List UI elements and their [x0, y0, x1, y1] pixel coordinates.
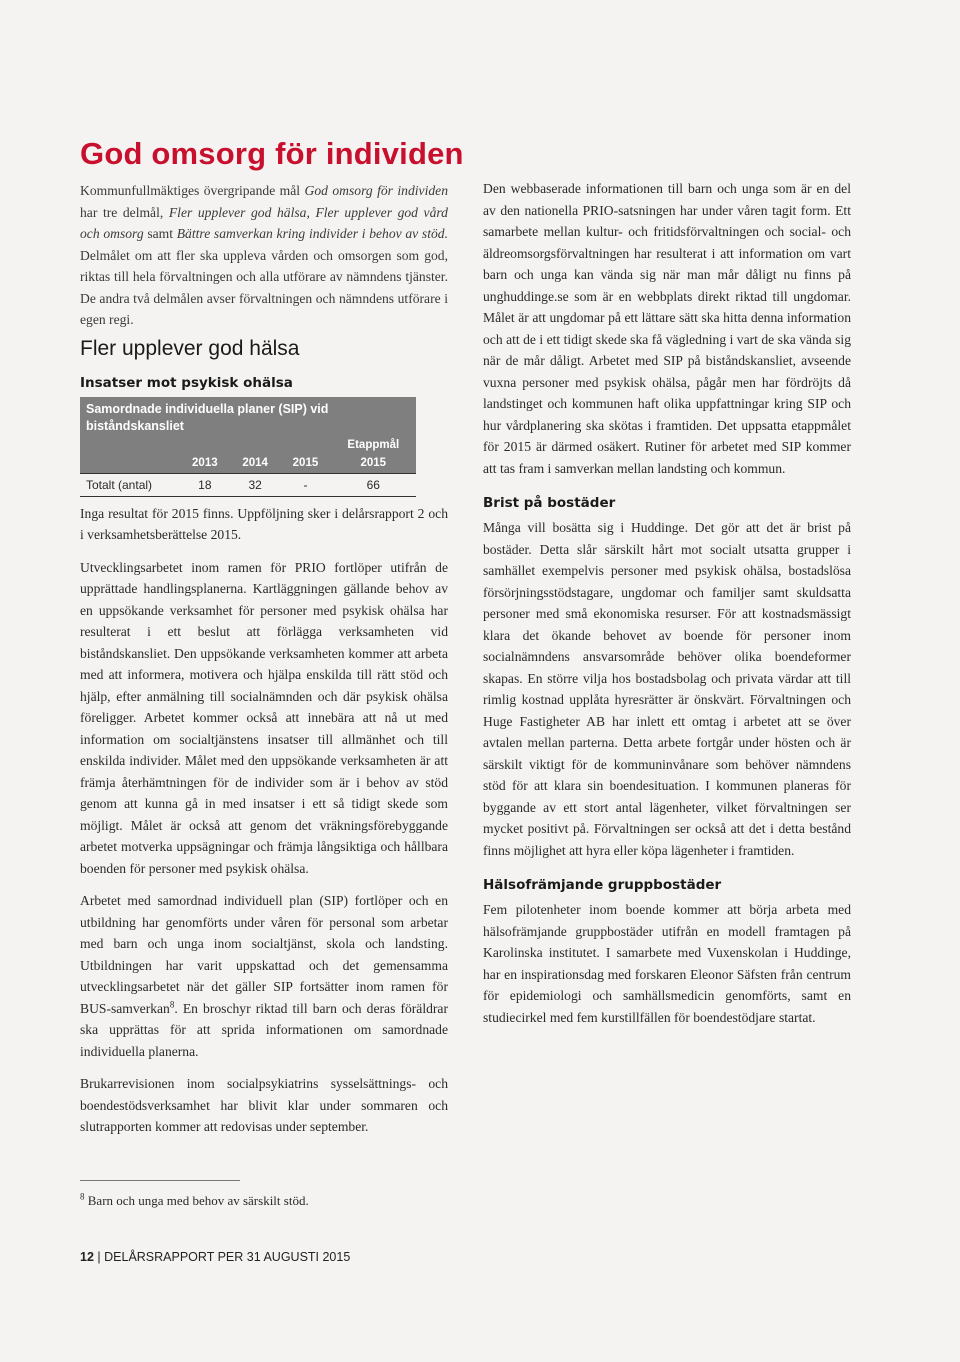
paragraph-housing: Många vill bosätta sig i Huddinge. Det gör att det är brist på bostäder. Detta slår särskilt hårt mot socialt utsatta grupper i samhället exempelvis personer med psykisk ohälsa, bostadslösa försörjningsstödstagare, ungdomar och familjer samt skuldsatta personer med små ekonomiska resurser. För att kostnadsmässigt klara det ökande behovet av boende för personer inom socialnämndens ansvarsområde behöver olika boendeformer skapas. En större vilja hos bostadsbolag och privata värdar att till rimlig kostnad upplåta hyresrätter är önskvärt. Förvaltningen och Huge Fastigheter AB har inlett ett omtag i arbetet att se över avtalen mellan parterna. Detta arbete fortgår under hösten och är särskilt viktigt för de kommuninvånare som behöver nämndens stöd för att klara sin boendesituation. I kommunen planeras för byggande av ett stort antal lägenheter, vilket förvaltningen ser mycket positivt på. Förvaltningen ser också att det i detta bestånd finns möjlighet att hyra eller köpa lägenheter i framtiden. — [483, 520, 851, 858]
intro-text-2: har tre delmål, — [80, 204, 164, 220]
section-heading-housing: Brist på bostäder — [483, 495, 616, 511]
year-2013: 2013 — [180, 455, 230, 474]
paragraph-group-homes: Fem pilotenheter inom boende kommer att börja arbeta med hälsofrämjande gruppbostäder utifrån en modell framtagen på Karolinska institutet. I samarbete med Vuxenskolan i Huddinge, har en inspirationsdag med forskaren Eleonor Säfsten från centrum för epidemiologi och samhällsmedicin genomförts, samt en studiecirkel med fem kurstillfällen för boendestödjare startat. — [483, 902, 851, 1025]
table-row — [80, 473, 416, 496]
sip-table — [80, 397, 416, 497]
table-years-row — [80, 455, 416, 474]
footnote-number: 8 — [80, 1191, 85, 1202]
year-2015-target: 2015 — [331, 455, 416, 474]
table-header-title-row — [80, 397, 416, 437]
table-header-cols-row — [80, 437, 416, 455]
row-label: Totalt (antal) — [80, 473, 180, 496]
target-label: Etappmål — [331, 437, 416, 455]
table-title: Samordnade individuella planer (SIP) vid biståndskansliet — [80, 397, 416, 437]
paragraph-brukarrevision: Brukarrevisionen inom socialpsykiatrins sysselsättnings- och boendestödsverksamhet har blivit klar under sommaren och slutrapporten kommer att redovisas under september. — [80, 1076, 448, 1134]
year-2014: 2014 — [230, 455, 280, 474]
footnote-text: Barn och unga med behov av särskilt stöd. — [87, 1193, 309, 1208]
sip-text-end: . En broschyr riktad till barn och deras föräldrar ska upprättas för att sprida informationen om samordnade individuella planerna. — [80, 1000, 448, 1059]
value-2015: - — [280, 473, 330, 496]
footnote-ref: 8 — [169, 998, 175, 1009]
goal-name: God omsorg för individen — [304, 183, 448, 198]
value-2013: 18 — [180, 473, 230, 496]
right-column — [483, 178, 851, 1039]
year-2015: 2015 — [280, 455, 330, 474]
section-heading-health: Fler upplever god hälsa — [80, 336, 300, 360]
section-heading-group-homes: Hälsofrämjande gruppbostäder — [483, 877, 722, 893]
subgoal-2: Fler upplever god vård och omsorg — [80, 204, 448, 241]
value-2014: 32 — [230, 473, 280, 496]
paragraph-web: Den webbaserade informationen till barn och unga som är en del av den nationella PRIO-satsningen har under våren tagit form. Ett samarbete mellan kultur- och fritidsförvaltningen och social- och äldreomsorgsförvaltningen har resulterat i att information om vart barn och unga kan vända sig när man mår dåligt nu finns på unghuddinge.se som är en webbplats direkt riktad till ungdomar. Målet är att ungdomar på ett lättare sätt ska hitta denna information och att de i ett tidigt skede ska få vägledning i vart de ska vända sig när de mår dåligt. Arbetet med SIP på biståndskansliet, avseende vuxna personer med psykisk ohälsa, pågår men har fördröjts då landstinget och kommunen haft olika uppfattningar kring SIP och hur vårdplanering ska skötas i framtiden. Det uppsatta etappmålet för 2015 är därmed osäkert. Rutiner för arbetet med SIP kommer att tas fram i samverkan mellan landsting och kommun. — [483, 181, 851, 476]
intro-paragraph — [80, 180, 448, 331]
page-number: 12 — [80, 1250, 94, 1264]
sip-text: Arbetet med samordnad individuell plan (SIP) fortlöper och en utbildning har genomförts under våren för personal som arbetar med barn och unga inom socialtjänst, skola och landsting. Utbildningen har varit uppskattad och det gemensamma utvecklingsarbetet när det gäller SIP fortsätter inom ramen för BUS-samverkan — [80, 893, 448, 1016]
left-column — [80, 180, 448, 1149]
paragraph-prio: Utvecklingsarbetet inom ramen för PRIO fortlöper utifrån de upprättade handlingsplanerna. Kartläggningen gällande behov av en uppsökande verksamhet för personer med psykisk ohälsa har resulterat i ett beslut att förlägga verksamheten vid biståndskansliet. Den uppsökande verksamheten kommer att arbeta med att informera, motivera och hjälpa enskilda till rätt stöd och hjälp, efter anmälning till socialnämnden och där psykisk ohälsa föreligger. Arbetet kommer också att innebära att nå ut med information om socialtjänstens insatser till allmänhet och till enskilda individer. Målet med den uppsökande verksamheten är att främja återhämtningen för de individer som är i behov av stöd genom att kunna gå in med insatser i ett så tidigt skede som möjligt. Målet är också att genom det vräkningsförebyggande arbetet motverka uppsägningar och främja långsiktiga och hållbara boenden för personer med psykisk ohälsa. — [80, 559, 448, 876]
intro-text-3: samt — [147, 226, 174, 241]
subgoal-1: Fler upplever god hälsa, — [168, 204, 310, 220]
footer-text: DELÅRSRAPPORT PER 31 AUGUSTI 2015 — [104, 1250, 351, 1264]
page-footer — [80, 1250, 350, 1264]
footnote-divider — [80, 1180, 240, 1181]
value-target: 66 — [331, 473, 416, 496]
subheading-mental-health: Insatser mot psykisk ohälsa — [80, 374, 293, 391]
footnote — [80, 1193, 309, 1209]
page-title: God omsorg för individen — [80, 136, 464, 171]
subgoal-3: Bättre samverkan kring individer i behov av stöd. — [176, 226, 448, 241]
intro-text-1: Kommunfullmäktiges övergripande mål — [80, 183, 301, 198]
paragraph-results: Inga resultat för 2015 finns. Uppföljning sker i delårsrapport 2 och i verksamhetsberättelse 2015. — [80, 505, 448, 542]
intro-text-4: Delmålet om att fler ska uppleva vården och omsorgen som god, riktas till hela förvaltningen och alla utförare av nämndens tjänster. De andra två delmålen avser förvaltningen och nämndens utförare i egen regi. — [80, 247, 448, 327]
footer-separator: | — [97, 1250, 101, 1264]
paragraph-sip — [80, 890, 448, 1062]
